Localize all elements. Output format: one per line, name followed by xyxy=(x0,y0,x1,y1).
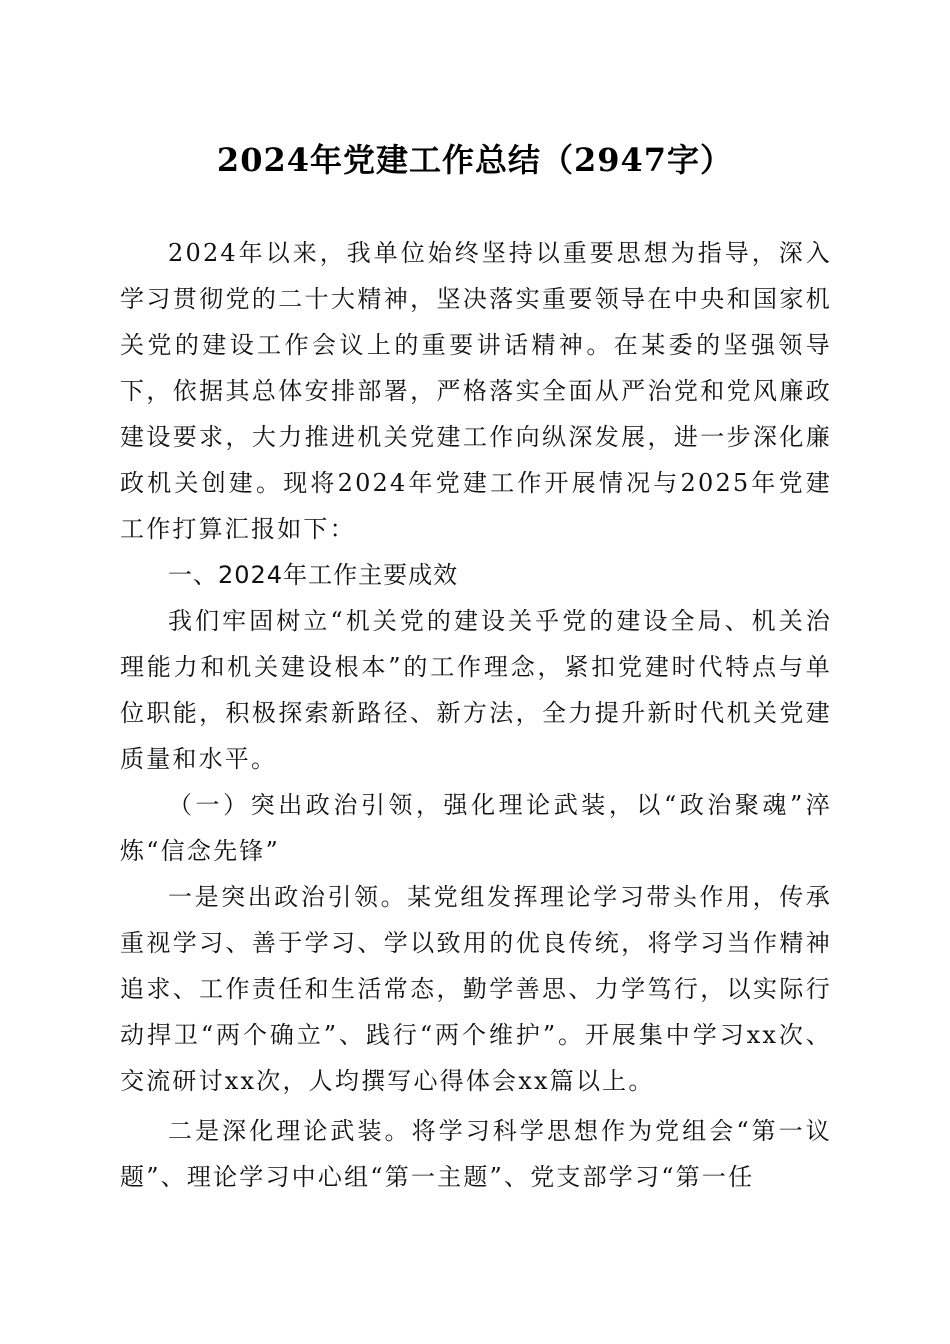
intro-paragraph: 2024年以来，我单位始终坚持以重要思想为指导，深入学习贯彻党的二十大精神，坚决落实重要领导在中央和国家机关党的建设工作会议上的重要讲话精神。在某委的坚强领导下，依据其总体安排部署，严格落实全面从严治党和党风廉政建设要求，大力推进机关党建工作向纵深发展，进一步深化廉政机关创建。现将2024年党建工作开展情况与2025年党建工作打算汇报如下： xyxy=(120,239,832,543)
subsection-heading-1: （一）突出政治引领，强化理论武装，以“政治聚魂”淬炼“信念先锋” xyxy=(120,791,832,865)
document-body xyxy=(120,230,832,1200)
point-1-paragraph: 一是突出政治引领。某党组发挥理论学习带头作用，传承重视学习、善于学习、学以致用的优良传统，将学习当作精神追求、工作责任和生活常态，勤学善思、力学笃行，以实际行动捍卫“两个确立”、践行“两个维护”。开展集中学习xx次、交流研讨xx次，人均撰写心得体会xx篇以上。 xyxy=(120,883,832,1095)
point-2-paragraph: 二是深化理论武装。将学习科学思想作为党组会“第一议题”、理论学习中心组“第一主题”、党支部学习“第一任 xyxy=(120,1117,832,1191)
section-heading-1: 一、2024年工作主要成效 xyxy=(168,561,459,589)
section-1-paragraph: 我们牢固树立“机关党的建设关乎党的建设全局、机关治理能力和机关建设根本”的工作理念，紧扣党建时代特点与单位职能，积极探索新路径、新方法，全力提升新时代机关党建质量和水平。 xyxy=(120,607,832,773)
document-title: 2024年党建工作总结（2947字） xyxy=(216,141,734,179)
